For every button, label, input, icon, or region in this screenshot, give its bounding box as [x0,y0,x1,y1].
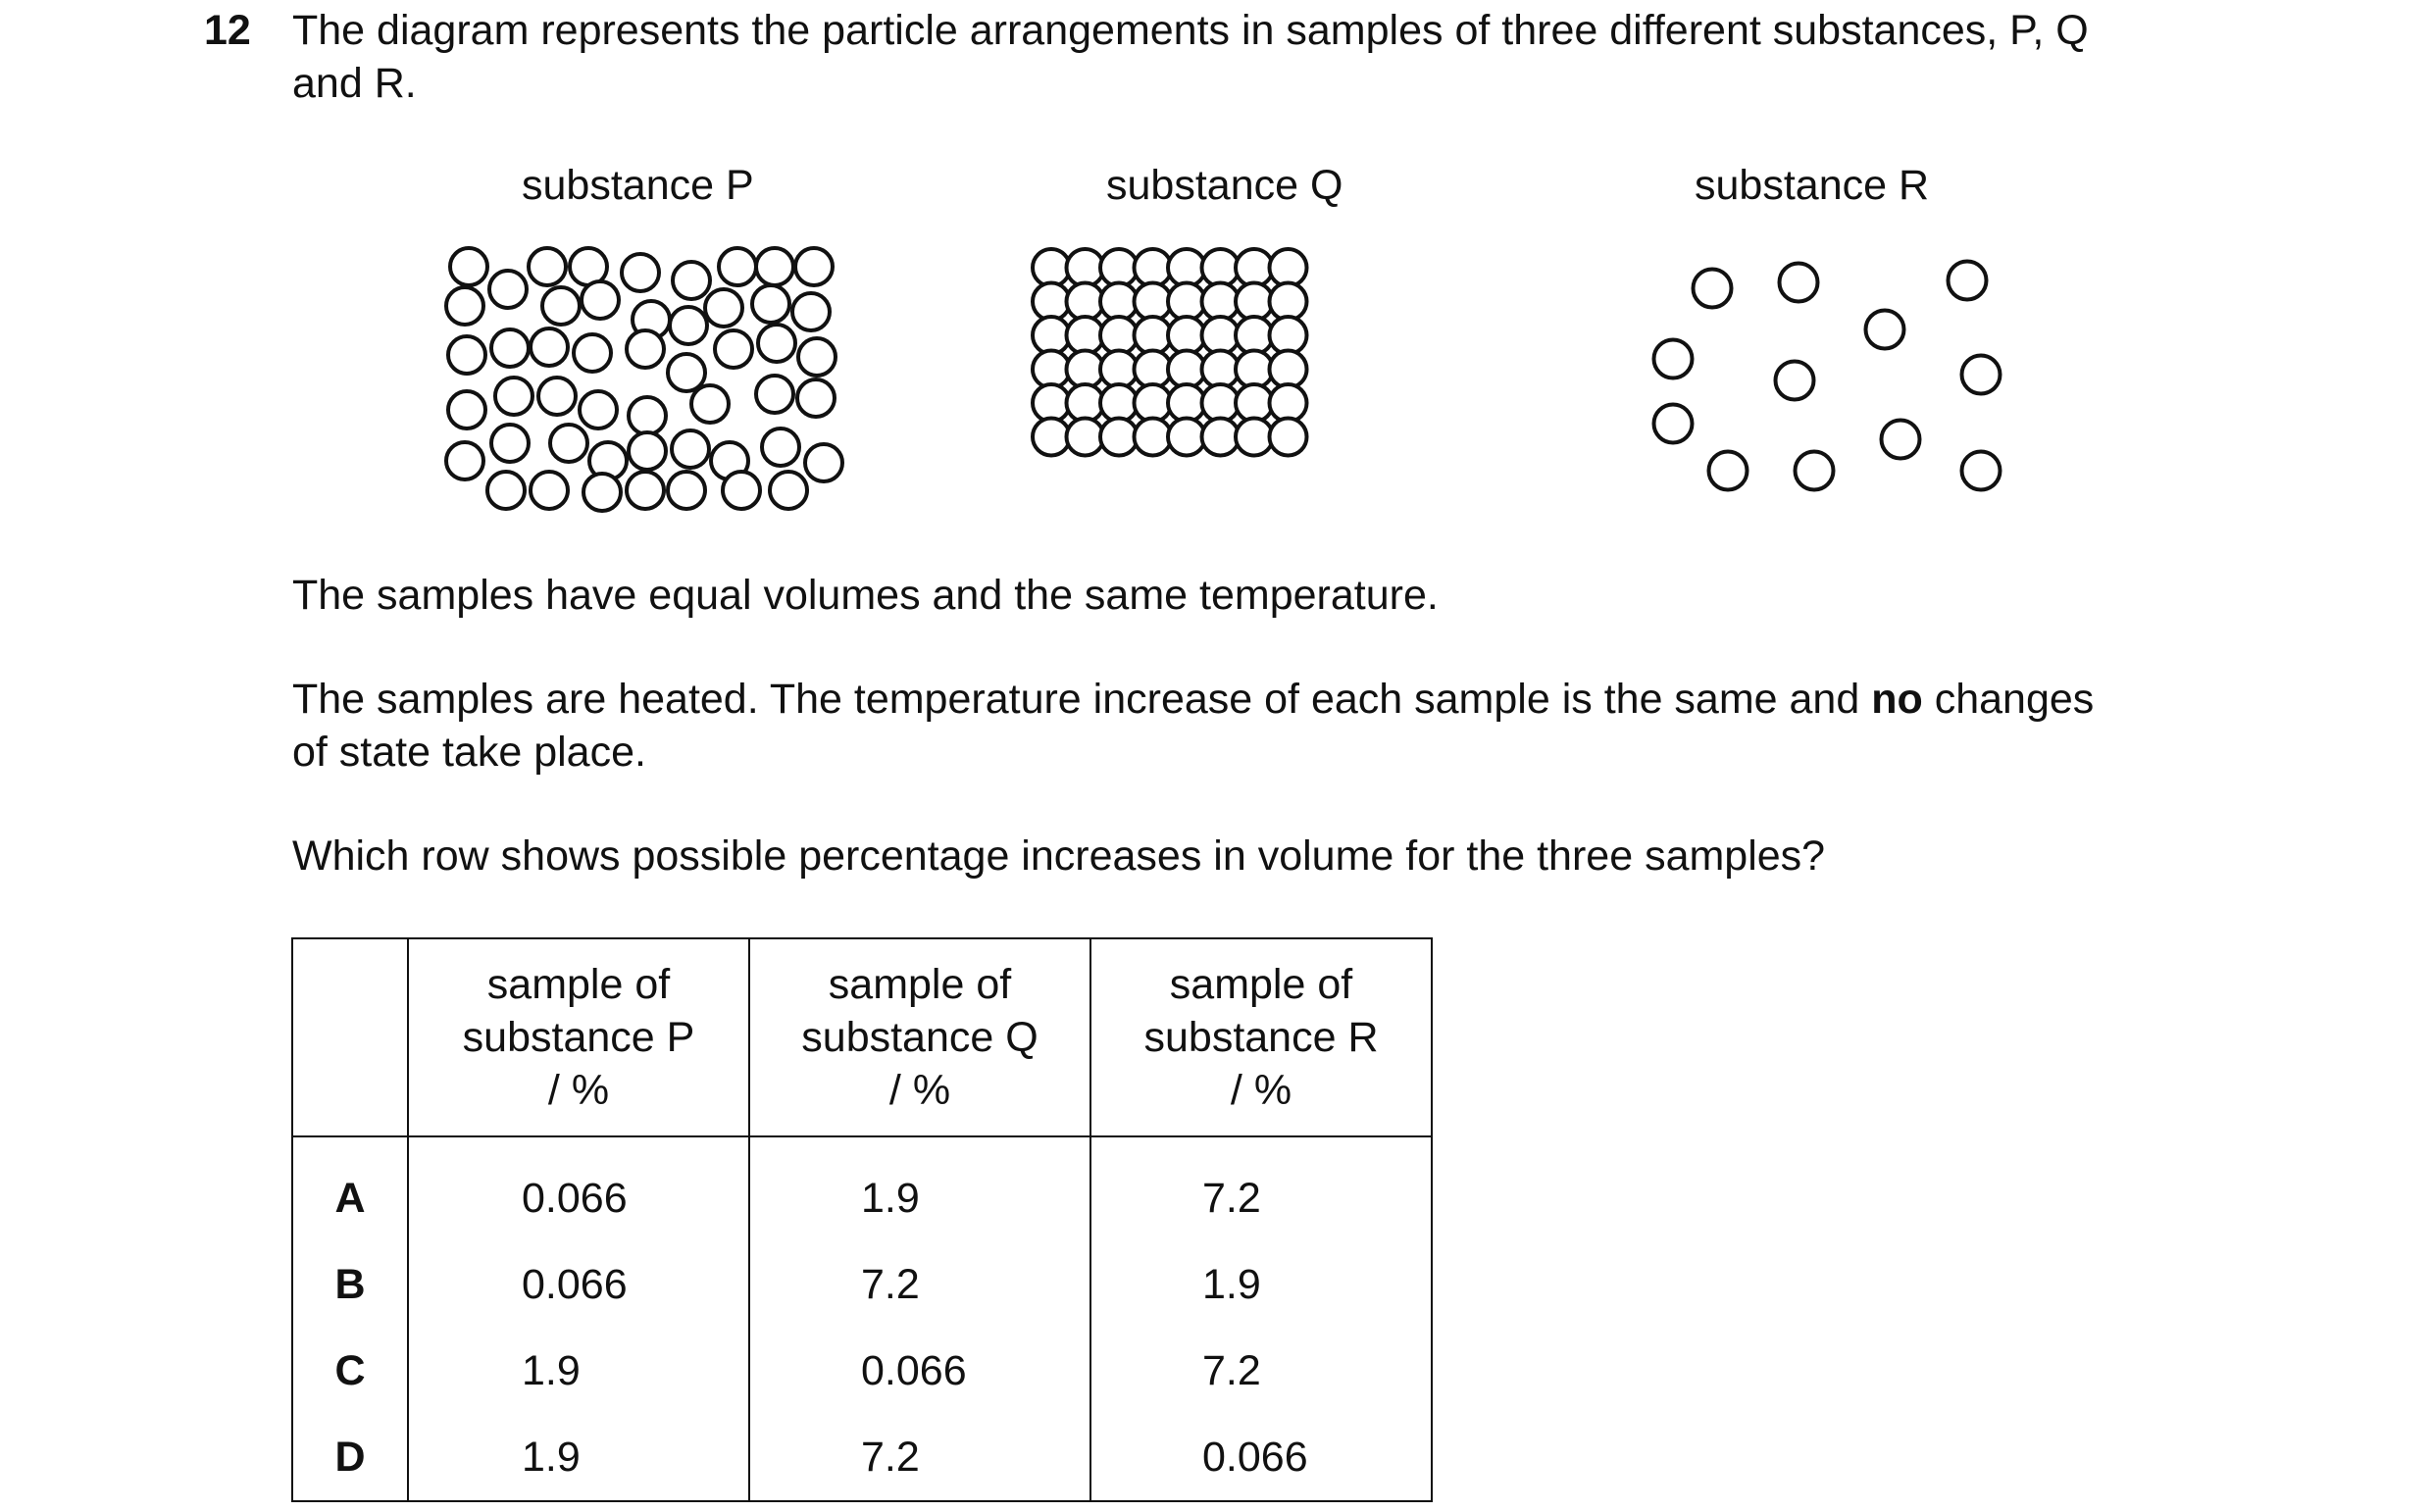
particle-r [1654,340,1693,378]
particle-r [1962,452,2001,490]
cell-p: 0.066 [408,1241,749,1328]
particle-q [1270,351,1307,388]
particle-p [529,248,566,285]
cell-r: 0.066 [1090,1414,1432,1501]
particle-p [627,330,664,368]
particle-p [538,378,576,415]
particle-q [1067,384,1104,422]
particle-p [446,442,483,479]
heating-text-end: changes [1922,676,2095,723]
particle-r [1780,264,1818,302]
cell-p: 0.066 [408,1136,749,1241]
particle-q [1033,317,1070,354]
particle-q [1067,317,1104,354]
statement-equal-volumes: The samples have equal volumes and the same temperature. [292,572,1439,619]
particle-r [1866,311,1904,349]
particle-p [627,472,664,509]
particle-p [487,472,525,509]
cell-q: 0.066 [749,1328,1090,1414]
label-substance-p: substance P [522,162,754,209]
particle-q [1236,351,1273,388]
particle-q [1270,249,1307,286]
particle-p [582,281,619,319]
label-substance-q: substance Q [1106,162,1343,209]
particle-p [491,329,529,367]
particle-r [1949,262,1987,300]
particle-q [1202,249,1240,286]
particle-r [1882,421,1920,459]
particle-q [1168,249,1205,286]
particle-q [1236,249,1273,286]
table-header-row [292,938,1432,1136]
particle-q [1270,384,1307,422]
particle-q [1135,351,1172,388]
particle-p [531,472,568,509]
particles-substance-q [1033,249,1307,456]
table-row-c[interactable] [292,1328,1432,1414]
particle-p [574,334,611,372]
particle-p [491,425,529,462]
particle-p [723,472,760,509]
cell-q: 7.2 [749,1414,1090,1501]
particle-q [1100,283,1138,321]
particle-p [756,248,793,285]
particle-q [1033,419,1070,456]
particle-q [1033,384,1070,422]
table-row-d[interactable] [292,1414,1432,1501]
particle-p [762,428,799,466]
particle-p [495,378,532,415]
heating-line-2: of state take place. [292,729,646,776]
particle-q [1168,317,1205,354]
cell-r: 1.9 [1090,1241,1432,1328]
particle-p [542,287,580,325]
cell-r: 7.2 [1090,1136,1432,1241]
question-number: 12 [204,7,251,54]
particle-p [446,287,483,325]
particle-q [1236,419,1273,456]
heating-bold-no: no [1871,676,1923,723]
particle-p [550,425,587,462]
particle-p [770,472,807,509]
header-empty-cell [292,938,408,1136]
particle-p [691,385,729,423]
particle-p [798,338,836,376]
particle-q [1270,419,1307,456]
particle-q [1100,419,1138,456]
cell-p: 1.9 [408,1414,749,1501]
particle-q [1270,317,1307,354]
particle-r [1654,405,1693,443]
row-letter: B [292,1241,408,1328]
particle-p [756,376,793,413]
particles-substance-p [446,248,842,511]
particle-q [1270,283,1307,321]
particle-q [1236,384,1273,422]
particle-p [589,442,627,479]
question-intro [292,4,2283,110]
particle-q [1168,283,1205,321]
particle-q [1033,249,1070,286]
particle-q [1100,384,1138,422]
particle-q [1202,317,1240,354]
particle-p [668,354,705,391]
particle-q [1135,419,1172,456]
particle-p [752,285,789,323]
cell-q: 7.2 [749,1241,1090,1328]
header-substance-q: sample of substance Q / % [749,938,1090,1136]
particle-p [583,474,621,511]
particle-p [633,301,670,338]
particle-q [1202,351,1240,388]
particle-p [711,442,748,479]
answer-table [291,937,1433,1502]
particle-p [448,336,485,374]
heating-text: The samples are heated. The temperature increase of each sample is the same and [292,676,1872,723]
particle-p [673,262,710,299]
row-letter: C [292,1328,408,1414]
particle-p [570,248,607,285]
particle-q [1100,351,1138,388]
table-row-a[interactable] [292,1136,1432,1241]
particle-r [1709,452,1748,490]
particle-p [531,328,568,366]
statement-heating [292,673,2283,779]
particle-r [1796,452,1834,490]
particle-p [792,293,830,330]
particle-p [450,248,487,285]
particle-p [622,254,659,291]
particle-q [1168,384,1205,422]
particle-p [719,248,756,285]
question-prompt: Which row shows possible percentage increases in volume for the three samples? [292,832,1826,880]
particle-q [1067,419,1104,456]
particle-q [1236,317,1273,354]
particle-q [1067,283,1104,321]
particle-q [1202,384,1240,422]
particle-p [448,391,485,428]
table-row-b[interactable] [292,1241,1432,1328]
header-substance-r: sample of substance R / % [1090,938,1432,1136]
particle-q [1168,351,1205,388]
particle-p [629,397,666,434]
particle-q [1135,283,1172,321]
particle-p [705,289,742,327]
particle-q [1168,419,1205,456]
row-letter: D [292,1414,408,1501]
particle-r [1694,270,1732,308]
particles-substance-r [1654,262,2001,490]
particle-q [1135,249,1172,286]
particle-r [1962,356,2001,394]
label-substance-r: substance R [1695,162,1930,209]
cell-p: 1.9 [408,1328,749,1414]
particle-r [1776,362,1814,400]
particle-p [715,330,752,368]
particle-q [1033,283,1070,321]
particle-q [1100,317,1138,354]
intro-line-1: The diagram represents the particle arrangements in samples of three different substances, P, Q [292,7,2089,54]
particle-p [670,307,707,344]
particle-q [1033,351,1070,388]
particle-p [797,379,835,417]
particle-p [795,248,833,285]
particle-q [1135,384,1172,422]
particle-p [489,271,527,308]
particle-p [668,472,705,509]
particle-q [1202,283,1240,321]
particle-q [1135,317,1172,354]
particle-p [758,325,795,362]
particle-q [1067,351,1104,388]
particle-q [1202,419,1240,456]
cell-r: 7.2 [1090,1328,1432,1414]
header-substance-p: sample of substance P / % [408,938,749,1136]
particle-p [629,432,666,470]
intro-line-2: and R. [292,60,417,107]
particle-p [580,391,617,428]
particle-q [1236,283,1273,321]
cell-q: 1.9 [749,1136,1090,1241]
particle-q [1067,249,1104,286]
row-letter: A [292,1136,408,1241]
particle-p [805,444,842,481]
particle-q [1100,249,1138,286]
particle-p [672,430,709,468]
